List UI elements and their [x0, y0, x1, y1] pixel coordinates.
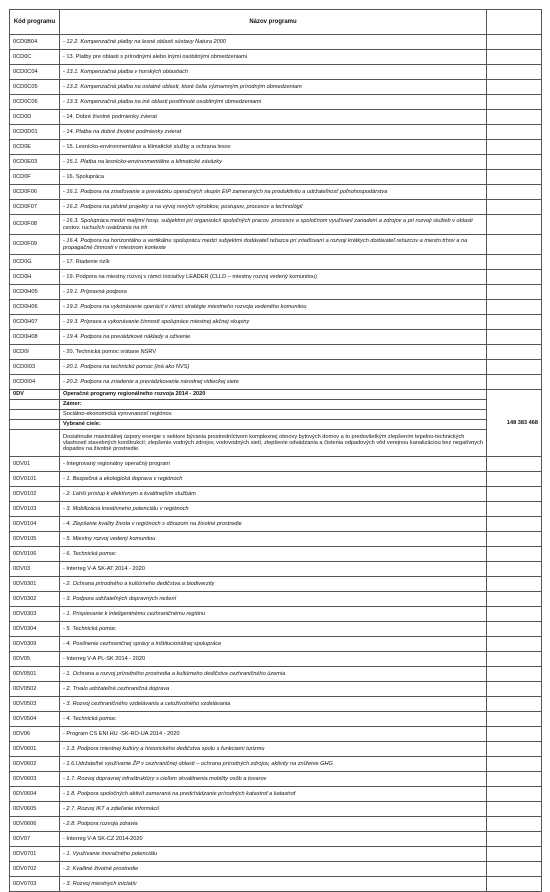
row-code: 0DV0301	[10, 577, 60, 592]
row-name: - 5. Technická pomoc	[60, 622, 487, 637]
row-name: - Interreg V-A PL-SK 2014 - 2020	[60, 652, 487, 667]
row-code: 0DV0604	[10, 787, 60, 802]
row-name: - 1. Prispievanie k inteligentnému cezhraničnému regiónu	[60, 607, 487, 622]
row-name: - 1. Využívanie inovačného potenciálu	[60, 847, 487, 862]
table-row	[10, 472, 542, 487]
table-row	[10, 607, 542, 622]
row-name: - 2. Kvalitné životné prostredie	[60, 862, 487, 877]
row-name: - 6. Technická pomoc	[60, 547, 487, 562]
row-code: 0DV0501	[10, 667, 60, 682]
header-name: Názov programu	[60, 10, 487, 35]
table-body-b	[10, 457, 542, 892]
table-row	[10, 270, 542, 285]
row-code: 0CD0F08	[10, 215, 60, 235]
row-code: 0CD0H	[10, 270, 60, 285]
row-name: - 2. Ochrana prírodného a kultúrneho dedičstva a biodiverzity	[60, 577, 487, 592]
row-code: 0CD0F07	[10, 200, 60, 215]
table-row	[10, 862, 542, 877]
table-row	[10, 375, 542, 390]
table-body-a	[10, 35, 542, 390]
table-row	[10, 315, 542, 330]
row-code: 0CD0C06	[10, 95, 60, 110]
row-name: - 20.1. Podpora na technickú pomoc (iná ako NVS)	[60, 360, 487, 375]
row-name: - 20.2. Podpora na zriadenie a prevádzkovanie národnej vidieckej siete	[60, 375, 487, 390]
row-amount	[487, 65, 542, 80]
table-row	[10, 712, 542, 727]
table-row	[10, 487, 542, 502]
row-code: 0DV06	[10, 727, 60, 742]
table-row	[10, 562, 542, 577]
row-amount	[487, 847, 542, 862]
table-row	[10, 200, 542, 215]
odv-ciele-label: Vybrané ciele:	[60, 420, 487, 430]
row-name: - 5. Miestny rozvoj vedený komunitou	[60, 532, 487, 547]
row-amount	[487, 270, 542, 285]
row-amount	[487, 802, 542, 817]
row-amount	[487, 457, 542, 472]
row-amount	[487, 472, 542, 487]
row-amount	[487, 487, 542, 502]
row-amount	[487, 577, 542, 592]
row-name: - 4. Zlepšenie kvality života v regiónoch s dôrazom na životné prostredie	[60, 517, 487, 532]
row-amount	[487, 345, 542, 360]
table-row	[10, 832, 542, 847]
row-code: 0CD0E	[10, 140, 60, 155]
table-row	[10, 577, 542, 592]
row-code: 0CD0G	[10, 255, 60, 270]
row-code: 0DV0105	[10, 532, 60, 547]
row-name: - 15.1. Platba na lesnícko-environmentálne a klimatické záväzky	[60, 155, 487, 170]
row-name: - 3. Rozvoj miestnych iniciatív	[60, 877, 487, 892]
table-row	[10, 697, 542, 712]
row-code: 0DV0602	[10, 757, 60, 772]
row-code: 0CD0H08	[10, 330, 60, 345]
header-amount	[487, 10, 542, 35]
row-code: 0CD0F06	[10, 185, 60, 200]
row-amount	[487, 255, 542, 270]
table-row	[10, 742, 542, 757]
table-row	[10, 502, 542, 517]
row-name: - Integrovaný regionálny operačný program	[60, 457, 487, 472]
row-amount	[487, 547, 542, 562]
row-name: - 13.1. Kompenzačná platba v horských oblastiach	[60, 65, 487, 80]
row-code: 0CD0H07	[10, 315, 60, 330]
row-name: - 3. Podpora udržateľných dopravných riešení	[60, 592, 487, 607]
row-code: 0CD0C	[10, 50, 60, 65]
row-name: - 13.3. Kompenzačná platba na iné oblasti postihnuté osobitnými obmedzeniami	[60, 95, 487, 110]
row-amount	[487, 532, 542, 547]
row-code: 0CD0I04	[10, 375, 60, 390]
row-code: 0DV0702	[10, 862, 60, 877]
table-row	[10, 170, 542, 185]
row-name: - 19.4. Podpora na prevádzkové náklady a oživenie	[60, 330, 487, 345]
row-code: 0DV0601	[10, 742, 60, 757]
row-name: - 1.8. Podpora spoločných aktivít zameraná na predchádzanie prírodných katastrof a katastrof	[60, 787, 487, 802]
row-name: - 16. Spolupráca	[60, 170, 487, 185]
row-name: - 14. Dobré životné podmienky zvierat	[60, 110, 487, 125]
row-code: 0DV0304	[10, 622, 60, 637]
row-amount	[487, 607, 542, 622]
row-amount	[487, 170, 542, 185]
table-row	[10, 757, 542, 772]
row-amount	[487, 502, 542, 517]
row-code: 0DV0104	[10, 517, 60, 532]
row-name: - 13.2. Kompenzačná platba na ostatné oblasti, ktoré čelia významným prírodným obmedzeniam	[60, 80, 487, 95]
row-code: 0CD0C05	[10, 80, 60, 95]
row-code: 0DV0606	[10, 817, 60, 832]
row-name: - 4. Technická pomoc	[60, 712, 487, 727]
odv-ciele-text: Dosiahnutie maximálnej úspory energie v sektore bývania prostredníctvom komplexnej obnovy bytových domov a to predovšetkým zlepšením tepelno-technických vlastností stavebných konštrukcií; zlepšenie vodných zdrojov, vodovodných sietí, zlepšenie odvádzania a čistenia odpadových vôd verejnou kanalizáciou bez negatívnych dopadov na životné prostredie.	[60, 430, 487, 457]
row-code: 0CD0H05	[10, 285, 60, 300]
odv-row	[10, 390, 542, 400]
odv-name: Operačné programy regionálneho rozvoja 2014 - 2020	[60, 390, 487, 400]
row-amount	[487, 727, 542, 742]
row-amount	[487, 315, 542, 330]
row-name: - Interreg V-A SK-AT 2014 - 2020	[60, 562, 487, 577]
row-name: - 2.7. Rozvoj IKT a zdieľanie informácií	[60, 802, 487, 817]
table-row	[10, 592, 542, 607]
table-row	[10, 185, 542, 200]
table-row	[10, 802, 542, 817]
row-name: - 12.2. Kompenzačné platby na lesné oblasti sústavy Natura 2000	[60, 35, 487, 50]
row-amount	[487, 125, 542, 140]
table-row	[10, 637, 542, 652]
row-amount	[487, 862, 542, 877]
row-code: 0DV03	[10, 562, 60, 577]
row-name: - 15. Lesnícko-environmentálne a klimatické služby a ochrana lesov	[60, 140, 487, 155]
row-name: - 16.4. Podpora na horizontálnu a vertikálnu spoluprácu medzi subjektmi dodávateľ.reťazca pri zriaďovaní a rozvoji krátkych dodávateľ.reťazcov a miestn.trhov a na propagačné činnosti v miestnom kontexte	[60, 235, 487, 255]
row-code: 0DV0502	[10, 682, 60, 697]
row-amount	[487, 375, 542, 390]
row-amount	[487, 832, 542, 847]
row-amount	[487, 652, 542, 667]
program-table	[9, 9, 542, 892]
table-row	[10, 787, 542, 802]
row-amount	[487, 787, 542, 802]
row-name: - 13. Platby pre oblasti s prírodnými alebo inými osobitnými obmedzeniami	[60, 50, 487, 65]
row-name: - 20. Technická pomoc vrátane NSRV	[60, 345, 487, 360]
row-name: - 1.7. Rozvoj dopravnej infraštruktúry s cieľom skvalitnenia mobility osôb a tovarov	[60, 772, 487, 787]
row-amount	[487, 140, 542, 155]
table-row	[10, 532, 542, 547]
odv-amount: 148 383 468	[487, 390, 542, 457]
row-name: - 19. Podpora na miestny rozvoj v rámci iniciatívy LEADER (CLLD – miestny rozvoj vedený komunitou)	[60, 270, 487, 285]
row-amount	[487, 110, 542, 125]
row-name: - 19.2. Podpora na vykonávanie operácií v rámci stratégie miestneho rozvoja vedeného komunitou	[60, 300, 487, 315]
row-amount	[487, 772, 542, 787]
row-code: 0CD0E03	[10, 155, 60, 170]
row-name: - 16.1. Podpora na zriaďovanie a prevádzku operačných skupín EIP zameraných na produktivitu a udržateľnosť poľnohospodárstva	[60, 185, 487, 200]
row-amount	[487, 712, 542, 727]
odv-zamer-label: Zámer:	[60, 400, 487, 410]
table-row	[10, 50, 542, 65]
row-amount	[487, 215, 542, 235]
table-row	[10, 330, 542, 345]
row-amount	[487, 235, 542, 255]
row-amount	[487, 155, 542, 170]
row-code: 0DV0101	[10, 472, 60, 487]
row-amount	[487, 562, 542, 577]
row-code: 0DV0103	[10, 502, 60, 517]
row-amount	[487, 622, 542, 637]
row-code: 0CD0I03	[10, 360, 60, 375]
header-code: Kód programu	[10, 10, 60, 35]
row-amount	[487, 742, 542, 757]
row-name: - 3. Mobilizácia kreatívneho potenciálu v regiónoch	[60, 502, 487, 517]
table-row	[10, 667, 542, 682]
row-amount	[487, 80, 542, 95]
row-name: - Program CS ENI HU -SK-RO-UA 2014 - 2020	[60, 727, 487, 742]
row-code: 0DV0703	[10, 877, 60, 892]
row-code: 0CD0I	[10, 345, 60, 360]
row-name: - 2.8. Podpora rozvoja zdravia	[60, 817, 487, 832]
row-code: 0DV0605	[10, 802, 60, 817]
table-row	[10, 80, 542, 95]
row-code: 0DV05	[10, 652, 60, 667]
row-name: - 1. Ochrana a rozvoj prírodného prostredia a kultúrneho dedičstva cezhraničného územia	[60, 667, 487, 682]
table-row	[10, 652, 542, 667]
row-name: - 1. Bezpečná a ekologická doprava v regiónoch	[60, 472, 487, 487]
table-row	[10, 215, 542, 235]
table-row	[10, 300, 542, 315]
table-row	[10, 517, 542, 532]
row-amount	[487, 35, 542, 50]
table-row	[10, 35, 542, 50]
table-row	[10, 682, 542, 697]
row-code: 0DV0503	[10, 697, 60, 712]
table-row	[10, 817, 542, 832]
row-amount	[487, 667, 542, 682]
table-header	[10, 10, 542, 35]
table-row	[10, 360, 542, 375]
row-amount	[487, 637, 542, 652]
row-code: 0DV0106	[10, 547, 60, 562]
row-code: 0DV0309	[10, 637, 60, 652]
row-name: - 1.6.Udržateľné využívanie ŽP v cezhraničnej oblasti – ochrana prírodných zdrojov, aktivity na zníženie GHG	[60, 757, 487, 772]
row-amount	[487, 877, 542, 892]
row-amount	[487, 200, 542, 215]
table-row	[10, 140, 542, 155]
row-amount	[487, 757, 542, 772]
table-row	[10, 110, 542, 125]
row-name: - 4. Posilnenie cezhraničnej správy a inštitucionálnej spolupráce	[60, 637, 487, 652]
table-row	[10, 547, 542, 562]
row-name: - 2. Trvalo udržateľná cezhraničná doprava	[60, 682, 487, 697]
row-code: 0DV0504	[10, 712, 60, 727]
row-amount	[487, 50, 542, 65]
row-amount	[487, 285, 542, 300]
table-row	[10, 877, 542, 892]
row-code: 0CD0F09	[10, 235, 60, 255]
row-code: 0DV0701	[10, 847, 60, 862]
table-row	[10, 847, 542, 862]
row-amount	[487, 95, 542, 110]
row-amount	[487, 330, 542, 345]
row-code: 0CD0F	[10, 170, 60, 185]
row-name: - 3. Rozvoj cezhraničného vzdelávania a celoživotného vzdelávania	[60, 697, 487, 712]
table-row	[10, 345, 542, 360]
row-code: 0DV07	[10, 832, 60, 847]
table-row	[10, 727, 542, 742]
row-amount	[487, 697, 542, 712]
row-amount	[487, 517, 542, 532]
table-row	[10, 285, 542, 300]
table-row	[10, 125, 542, 140]
row-name: - 16.3. Spolupráca medzi malými hosp. subjektmi pri organizácii spoločných pracov. procesov a spoločnom využívaní zariadení a zdrojov a pri rozvoji služieb v oblasti cestov. ruchu/ich uvádzania na trh	[60, 215, 487, 235]
odv-code: 0DV	[10, 390, 60, 400]
row-name: - 14. Platba na dobré životné podmienky zvierat	[60, 125, 487, 140]
odv-zamer-text: Sociálno-ekonomická vyrovnanosť regiónov.	[60, 410, 487, 420]
row-name: - 16.2. Podpora na pilotné projekty a na vývoj nových výrobkov, postupov, procesov a technológií	[60, 200, 487, 215]
table-row	[10, 235, 542, 255]
table-row	[10, 255, 542, 270]
row-code: 0DV0102	[10, 487, 60, 502]
row-code: 0DV0302	[10, 592, 60, 607]
row-name: - 19.1. Prípravná podpora	[60, 285, 487, 300]
row-amount	[487, 592, 542, 607]
row-name: - 2. Ľahší prístup k efektívnym a kvalitnejším službám	[60, 487, 487, 502]
table-row	[10, 95, 542, 110]
row-amount	[487, 817, 542, 832]
row-name: - Interreg V-A SK-CZ 2014-2020	[60, 832, 487, 847]
table-body-odv	[10, 390, 542, 457]
table-row	[10, 457, 542, 472]
row-name: - 1.3. Podpora miestnej kultúry a historického dedičstva spolu s funkciami turizmu	[60, 742, 487, 757]
row-amount	[487, 300, 542, 315]
row-amount	[487, 360, 542, 375]
row-code: 0CD0D01	[10, 125, 60, 140]
table-row	[10, 65, 542, 80]
row-amount	[487, 682, 542, 697]
row-code: 0DV0603	[10, 772, 60, 787]
row-code: 0CD0B04	[10, 35, 60, 50]
row-amount	[487, 185, 542, 200]
table-row	[10, 622, 542, 637]
row-code: 0DV01	[10, 457, 60, 472]
row-code: 0CD0H06	[10, 300, 60, 315]
table-row	[10, 772, 542, 787]
table-row	[10, 155, 542, 170]
row-name: - 17. Riadenie rizík	[60, 255, 487, 270]
row-name: - 19.3. Príprava a vykonávanie činností spolupráce miestnej akčnej skupiny	[60, 315, 487, 330]
row-code: 0CD0C04	[10, 65, 60, 80]
row-code: 0DV0303	[10, 607, 60, 622]
row-code: 0CD0D	[10, 110, 60, 125]
